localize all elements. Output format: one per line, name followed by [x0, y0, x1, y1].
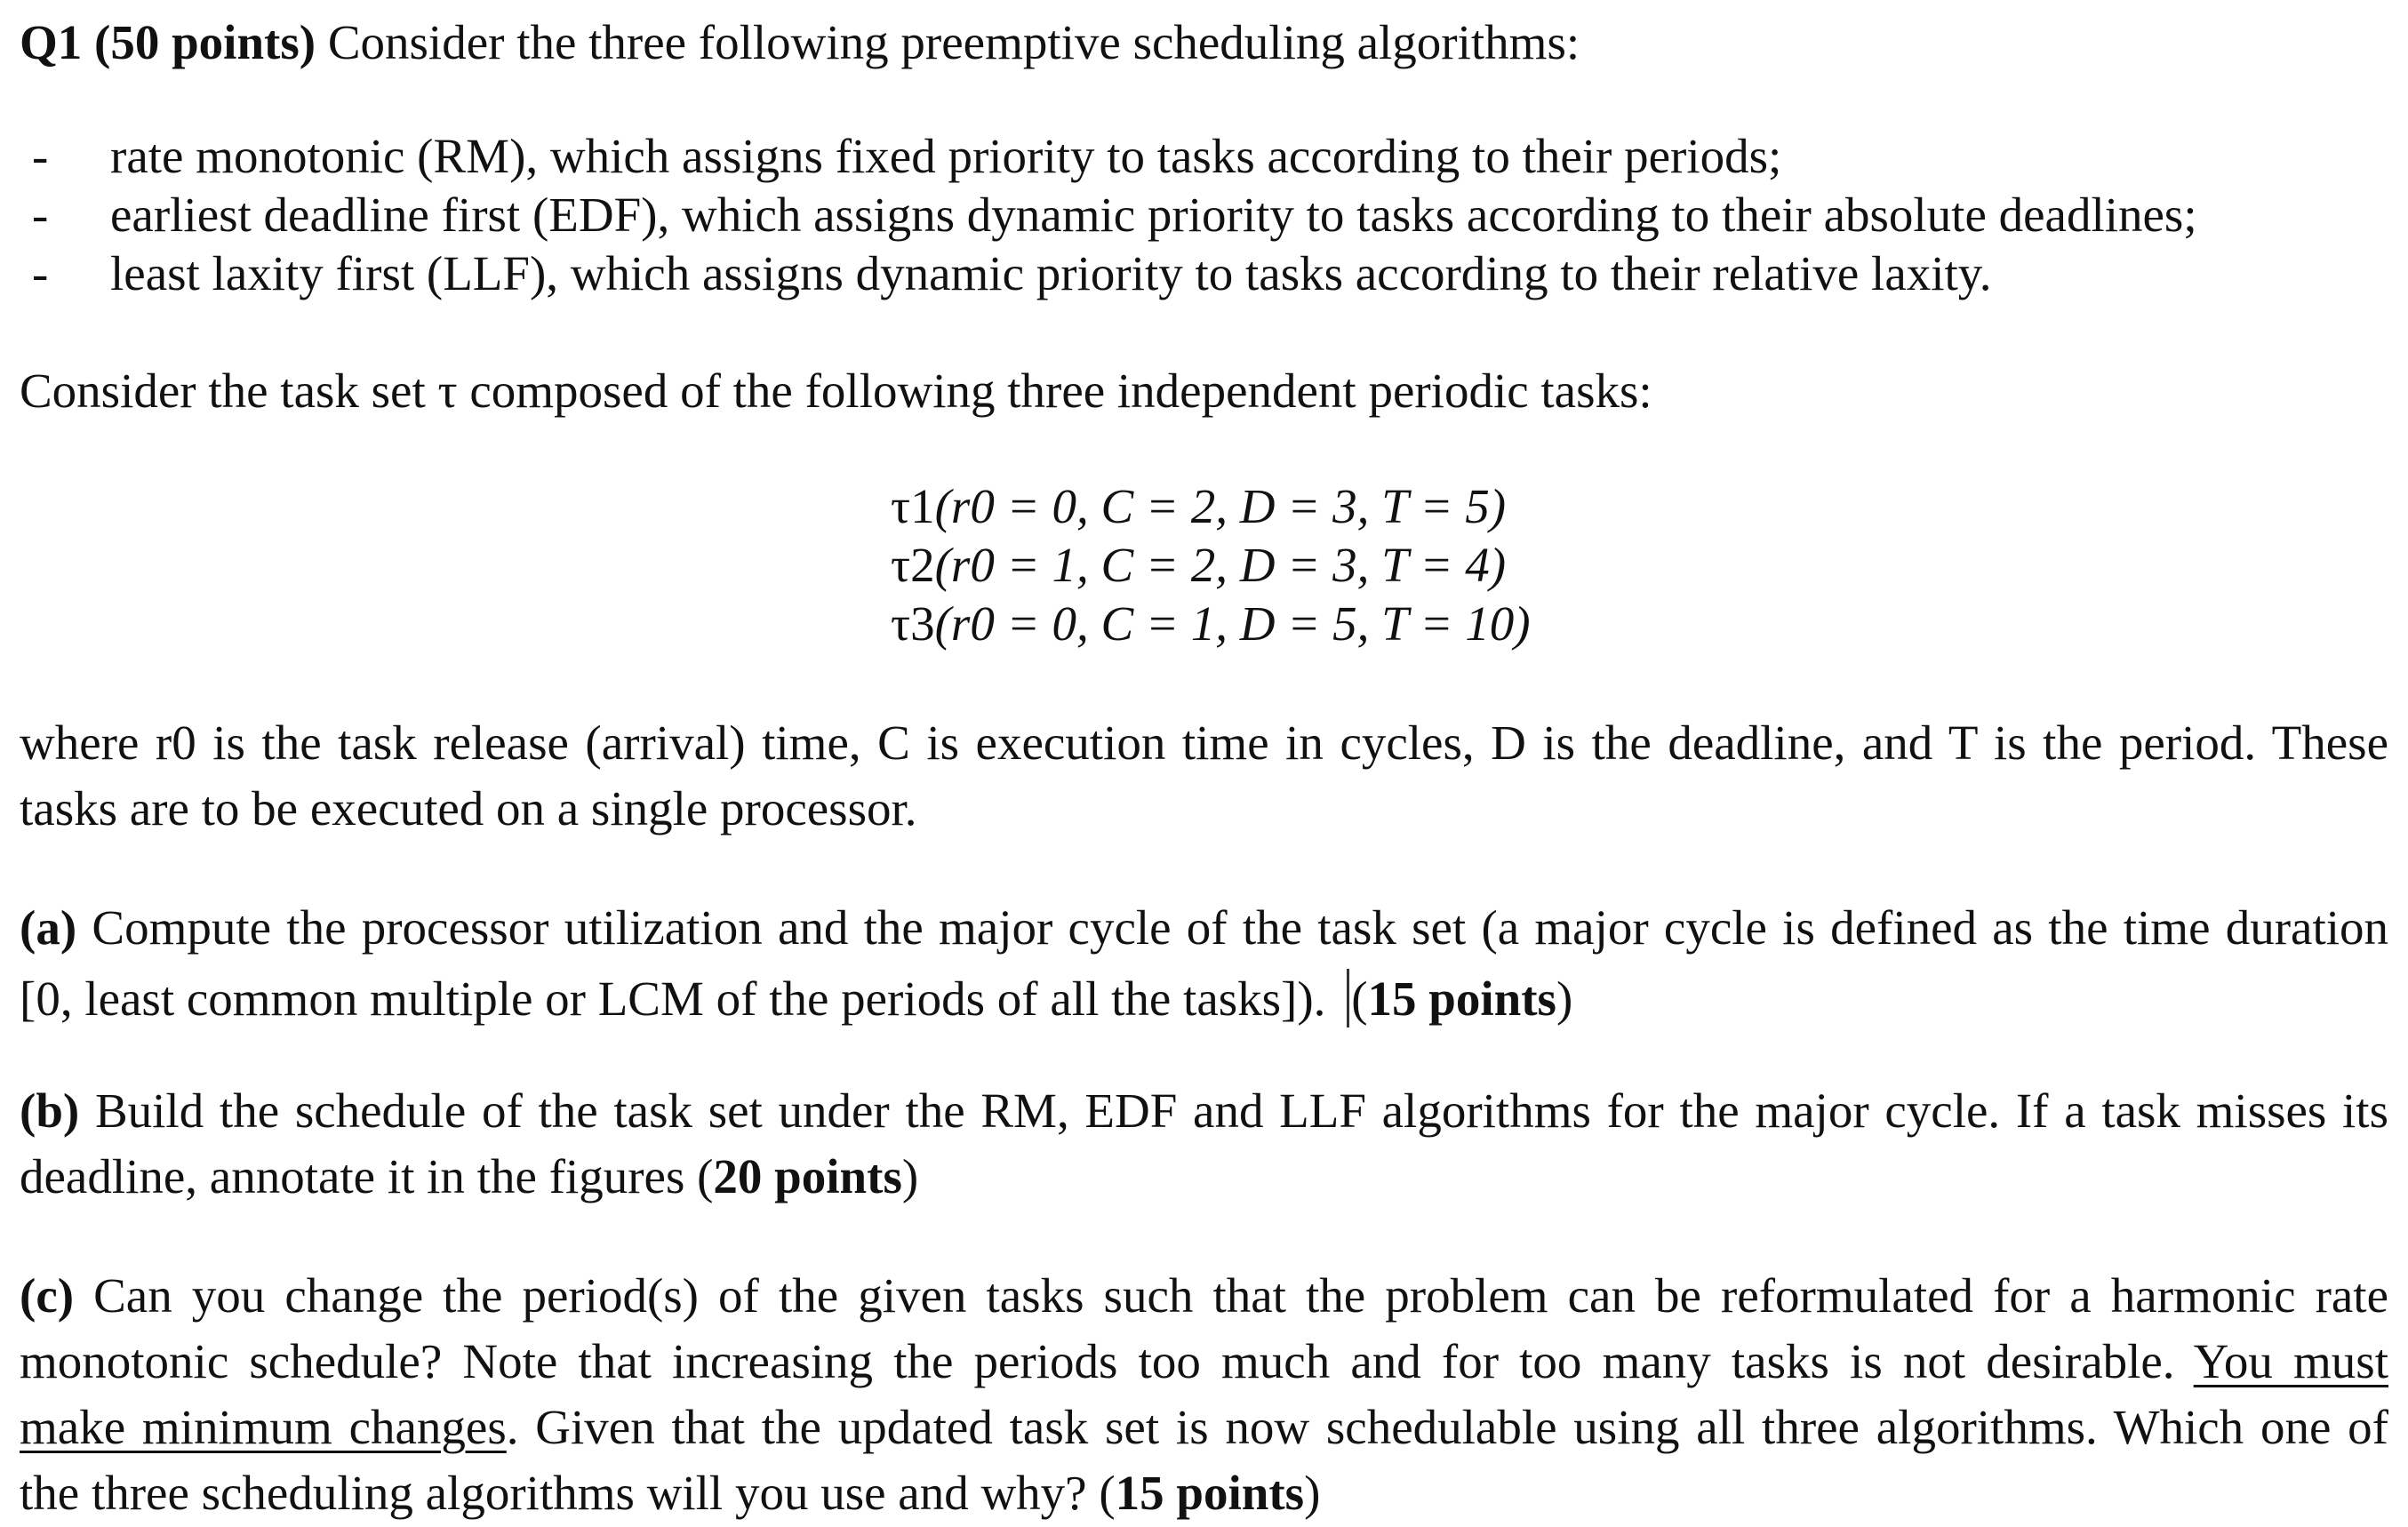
question-heading [20, 15, 2388, 69]
task-params: (r0 = 0, C = 1, D = 5, T = 10) [934, 596, 1531, 651]
part-b-label: (b) [20, 1083, 80, 1138]
part-a-points-close: ) [1556, 971, 1573, 1026]
question-label: Q1 (50 points) [20, 15, 316, 69]
bullet-dash: - [32, 129, 49, 183]
part-b-text-1: Build the schedule of the task set under the RM, EDF and LLF algorithms for the major cycle. If a task misses its [94, 1083, 2388, 1138]
part-c-line-1 [20, 1268, 2388, 1323]
part-b-text-2: deadline, annotate it in the figures ( [20, 1149, 714, 1203]
part-a-label: (a) [20, 900, 77, 955]
task-name: τ1 [891, 479, 935, 533]
part-b-points: 20 points [713, 1149, 902, 1203]
task-equation [891, 538, 1507, 592]
task-equation [891, 479, 1507, 533]
task-params: (r0 = 1, C = 2, D = 3, T = 4) [934, 538, 1507, 592]
algorithm-rm: rate monotonic (RM), which assigns fixed priority to tasks according to their periods; [110, 129, 1782, 183]
algorithm-edf: earliest deadline first (EDF), which assigns dynamic priority to tasks according to their absolute deadlines; [110, 188, 2197, 242]
part-a-line-2 [20, 969, 2388, 1027]
definitions-line-1: where r0 is the task release (arrival) time, C is execution time in cycles, D is the deadline, and T is the period. These [20, 716, 2388, 770]
algorithm-llf: least laxity first (LLF), which assigns dynamic priority to tasks according to their relative laxity. [110, 246, 1992, 300]
part-b-line-1 [20, 1083, 2388, 1138]
part-c-emphasis-2: make minimum changes [20, 1400, 507, 1454]
task-params: (r0 = 0, C = 2, D = 3, T = 5) [934, 479, 1507, 533]
part-a-line-1 [20, 900, 2389, 955]
part-a-text-1: Compute the processor utilization and the major cycle of the task set (a major cycle is defined as the time duration [92, 900, 2389, 955]
bullet-dash: - [32, 246, 49, 300]
part-c-points-close: ) [1304, 1466, 1321, 1520]
part-a-points-open: ( [1351, 971, 1368, 1026]
part-c-line-3 [20, 1400, 2388, 1454]
part-c-label: (c) [20, 1268, 75, 1323]
part-c-points: 15 points [1115, 1466, 1305, 1520]
part-c-text-1: Can you change the period(s) of the given tasks such that the problem can be reformulated for a harmonic rate [93, 1268, 2388, 1323]
part-c-line-2 [20, 1334, 2388, 1388]
definitions-line-2: tasks are to be executed on a single processor. [20, 781, 917, 835]
part-c-line-4 [20, 1466, 2388, 1520]
part-c-emphasis-1: You must [2193, 1334, 2388, 1388]
question-intro: Consider the three following preemptive scheduling algorithms: [327, 15, 1580, 69]
bullet-dash: - [32, 188, 49, 242]
taskset-intro: Consider the task set τ composed of the following three independent periodic tasks: [20, 364, 1652, 418]
part-c-text-3: . Given that the updated task set is now schedulable using all three algorithms. Which one of [506, 1400, 2388, 1454]
task-name: τ2 [891, 538, 935, 592]
text-cursor [1347, 969, 1349, 1027]
part-b-points-close: ) [901, 1149, 919, 1203]
part-b-line-2 [20, 1149, 2388, 1203]
part-a-points: 15 points [1367, 971, 1556, 1026]
task-equation [891, 596, 1531, 651]
part-c-text-2: monotonic schedule? Note that increasing the periods too much and for too many tasks is not desirable. [20, 1334, 2175, 1388]
part-c-text-4: the three scheduling algorithms will you use and why? ( [20, 1466, 1116, 1520]
part-a-text-2: [0, least common multiple or LCM of the periods of all the tasks]). [20, 971, 1326, 1026]
task-name: τ3 [891, 596, 935, 651]
